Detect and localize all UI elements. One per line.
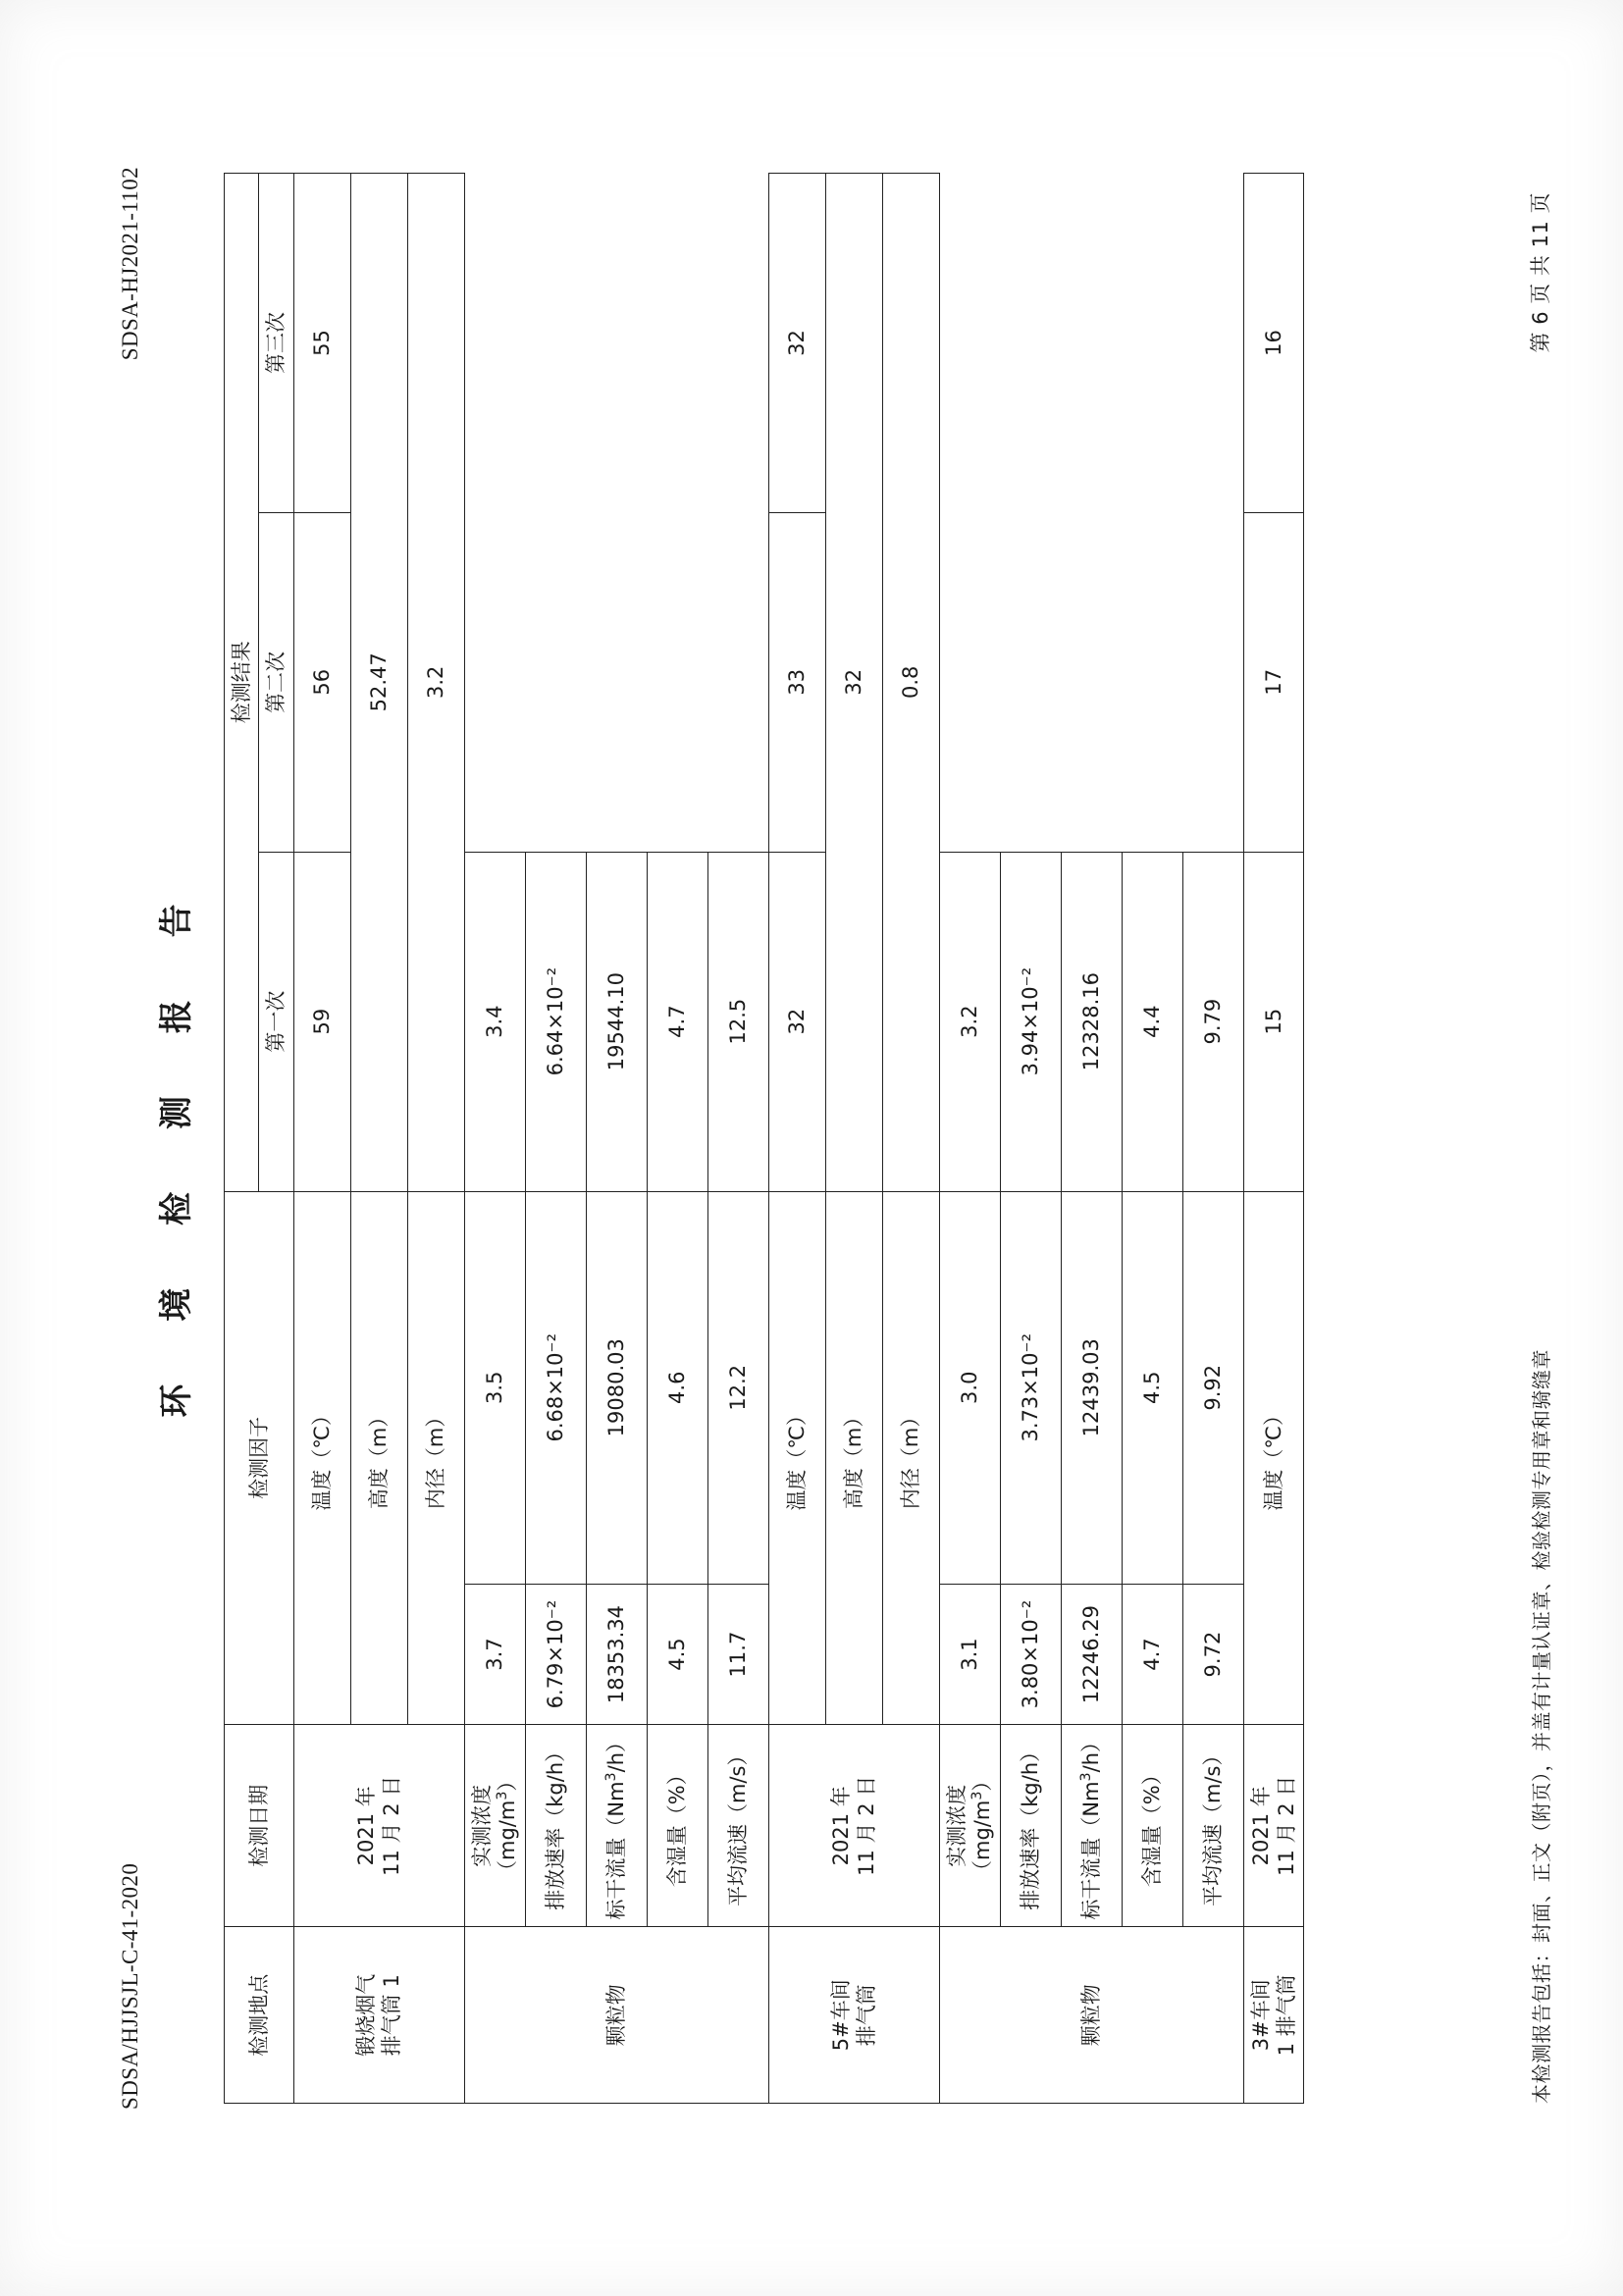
cell-factor-moisture-1: 含湿量（%） [647, 1725, 707, 1927]
cell-date-3: 2021 年 11 月 2 日 [1243, 1725, 1304, 1927]
cell-value: 3.80×10⁻² [1000, 1584, 1061, 1724]
cell-location-3: 3#车间 1 排气筒 [1243, 1927, 1304, 2104]
cell-factor-moisture-2: 含湿量（%） [1122, 1725, 1182, 1927]
cell-factor-emission-rate-1: 排放速率（kg/h） [525, 1725, 586, 1927]
cell-value: 33 [768, 512, 825, 852]
cell-value: 9.92 [1182, 1191, 1243, 1584]
report-code-right: SDSA-HJ2021-1102 [118, 167, 142, 361]
footer-note: 本检测报告包括：封面、正文（附页），并盖有计量认证章、检验检测专用章和骑缝章 [1530, 1349, 1553, 2104]
page-header [118, 167, 143, 2110]
table-row [525, 174, 586, 2104]
cell-value-diameter-2: 0.8 [882, 174, 939, 1192]
table-row [1182, 174, 1243, 2104]
cell-factor-height-1: 高度（m） [350, 1191, 407, 1725]
cell-value: 3.94×10⁻² [1000, 852, 1061, 1191]
cell-value: 15 [1243, 852, 1304, 1191]
table-row [1243, 174, 1304, 2104]
cell-value: 32 [768, 852, 825, 1191]
cell-value: 3.0 [939, 1191, 1000, 1584]
cell-factor-emission-rate-2: 排放速率（kg/h） [1000, 1725, 1061, 1927]
table-row [647, 174, 707, 2104]
cell-value: 56 [293, 512, 350, 852]
table-row [707, 174, 768, 2104]
table-row [939, 174, 1000, 2104]
cell-value: 4.5 [1122, 1191, 1182, 1584]
cell-factor-group-particulate-1: 颗粒物 [464, 1927, 768, 2104]
table-row [1000, 174, 1061, 2104]
cell-value: 12328.16 [1061, 852, 1122, 1191]
cell-value: 16 [1243, 174, 1304, 513]
header-run-2: 第二次 [259, 512, 293, 852]
cell-value: 12439.03 [1061, 1191, 1122, 1584]
cell-value: 3.73×10⁻² [1000, 1191, 1061, 1584]
cell-value: 6.64×10⁻² [525, 852, 586, 1191]
cell-factor-std-flow-1: 标干流量（Nm$^3$/h） [586, 1725, 647, 1927]
table-row [293, 174, 350, 2104]
cell-factor-diameter-2: 内径（m） [882, 1191, 939, 1725]
cell-value: 4.7 [1122, 1584, 1182, 1724]
header-location: 检测地点 [225, 1927, 294, 2104]
page-title: 环 境 检 测 报 告 [157, 878, 196, 1418]
cell-value: 12.5 [707, 852, 768, 1191]
cell-location-1: 锻烧烟气 排气筒 1 [293, 1927, 464, 2104]
cell-value: 4.5 [647, 1584, 707, 1724]
cell-factor-temperature-2: 温度（℃） [768, 1191, 825, 1725]
cell-factor-velocity-2: 平均流速（m/s） [1182, 1725, 1243, 1927]
cell-date-2: 2021 年 11 月 2 日 [768, 1725, 939, 1927]
cell-value-diameter-1: 3.2 [407, 174, 464, 1192]
form-code-left: SDSA/HJJSJL-C-41-2020 [118, 1862, 142, 2110]
cell-value: 3.2 [939, 852, 1000, 1191]
cell-value: 3.7 [464, 1584, 525, 1724]
cell-value: 4.4 [1122, 852, 1182, 1191]
header-date: 检测日期 [225, 1725, 294, 1927]
cell-value: 4.7 [647, 852, 707, 1191]
cell-value: 3.1 [939, 1584, 1000, 1724]
cell-factor-temperature-1: 温度（℃） [293, 1191, 350, 1725]
header-run-1: 第一次 [259, 852, 293, 1191]
header-run-3: 第三次 [259, 174, 293, 513]
cell-factor-velocity-1: 平均流速（m/s） [707, 1725, 768, 1927]
cell-value-height-1: 52.47 [350, 174, 407, 1192]
measurement-results-table [224, 173, 1304, 2104]
cell-value: 59 [293, 852, 350, 1191]
cell-factor-concentration-2: 实测浓度$(mg/m^3)$ [939, 1725, 1000, 1927]
cell-value-height-2: 32 [825, 174, 882, 1192]
cell-value: 55 [293, 174, 350, 513]
cell-value: 3.4 [464, 852, 525, 1191]
cell-value: 17 [1243, 512, 1304, 852]
cell-date-1: 2021 年 11 月 2 日 [293, 1725, 464, 1927]
cell-factor-std-flow-2: 标干流量（Nm$^3$/h） [1061, 1725, 1122, 1927]
cell-value: 9.72 [1182, 1584, 1243, 1724]
table-row [586, 174, 647, 2104]
cell-factor-diameter-1: 内径（m） [407, 1191, 464, 1725]
footer-page-number: 第 6 页 共 11 页 [1529, 192, 1552, 353]
cell-value: 3.5 [464, 1191, 525, 1584]
cell-value: 19080.03 [586, 1191, 647, 1584]
cell-value: 12.2 [707, 1191, 768, 1584]
cell-value: 9.79 [1182, 852, 1243, 1191]
table-row [464, 174, 525, 2104]
cell-value: 19544.10 [586, 852, 647, 1191]
cell-value: 32 [768, 174, 825, 513]
cell-factor-temperature-3: 温度（℃） [1243, 1191, 1304, 1725]
cell-factor-group-particulate-2: 颗粒物 [939, 1927, 1243, 2104]
cell-value: 18353.34 [586, 1584, 647, 1724]
cell-location-2: 5#车间 排气筒 [768, 1927, 939, 2104]
cell-value: 6.79×10⁻² [525, 1584, 586, 1724]
cell-value: 6.68×10⁻² [525, 1191, 586, 1584]
table-row [1122, 174, 1182, 2104]
table-header-row-group [225, 174, 259, 2104]
header-factor: 检测因子 [225, 1191, 294, 1725]
cell-value: 11.7 [707, 1584, 768, 1724]
cell-value: 4.6 [647, 1191, 707, 1584]
table-row [768, 174, 825, 2104]
cell-factor-height-2: 高度（m） [825, 1191, 882, 1725]
cell-factor-concentration-1: 实测浓度$(mg/m^3)$ [464, 1725, 525, 1927]
cell-value: 12246.29 [1061, 1584, 1122, 1724]
header-results-group: 检测结果 [225, 174, 259, 1192]
table-row [1061, 174, 1122, 2104]
